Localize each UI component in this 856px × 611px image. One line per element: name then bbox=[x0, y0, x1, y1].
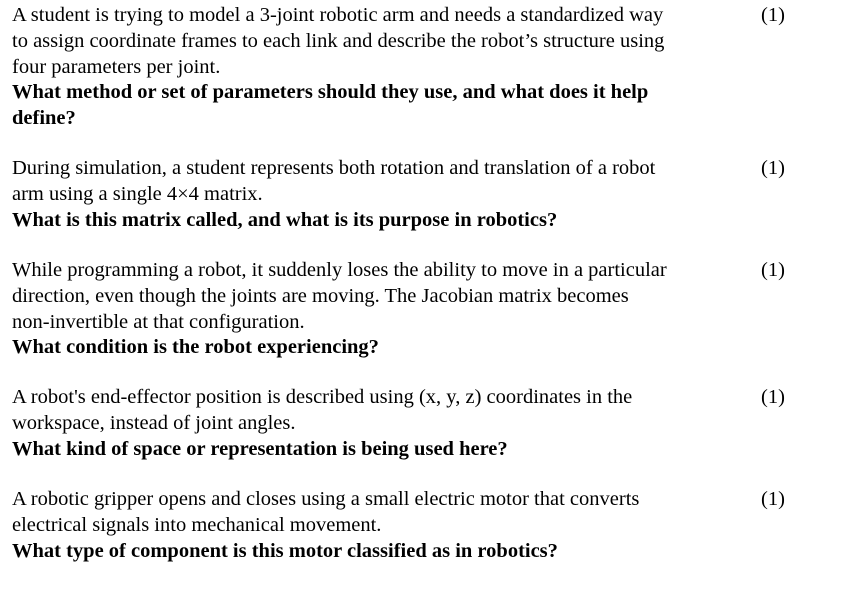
question-4-marks: (1) bbox=[761, 386, 785, 408]
question-5-line-1: A robotic gripper opens and closes using a small electric motor that converts bbox=[12, 488, 640, 510]
question-3 bbox=[12, 258, 785, 361]
question-4-prompt-line-1: What kind of space or representation is being used here? bbox=[12, 437, 508, 460]
question-5-marks: (1) bbox=[761, 488, 785, 510]
question-5-body bbox=[12, 487, 747, 564]
question-2 bbox=[12, 156, 785, 233]
question-5-prompt-line-1: What type of component is this motor classified as in robotics? bbox=[12, 539, 558, 562]
question-3-line-1: While programming a robot, it suddenly loses the ability to move in a particular bbox=[12, 259, 667, 281]
question-2-line-2: arm using a single 4×4 matrix. bbox=[12, 182, 263, 205]
question-3-marks: (1) bbox=[761, 259, 785, 281]
question-5 bbox=[12, 487, 785, 564]
question-2-body bbox=[12, 156, 747, 233]
question-1-line-1: A student is trying to model a 3-joint robotic arm and needs a standardized way bbox=[12, 4, 664, 26]
question-2-marks: (1) bbox=[761, 157, 785, 179]
question-1-marks: (1) bbox=[761, 4, 785, 26]
question-1-prompt-line-2: define? bbox=[12, 107, 76, 130]
question-3-prompt-line-1: What condition is the robot experiencing? bbox=[12, 336, 379, 359]
question-5-line-2: electrical signals into mechanical movement. bbox=[12, 513, 382, 536]
question-1 bbox=[12, 3, 785, 132]
question-4-body bbox=[12, 385, 747, 462]
question-4-line-1: A robot's end-effector position is described using (x, y, z) coordinates in the bbox=[12, 386, 633, 408]
question-1-prompt-line-1: What method or set of parameters should they use, and what does it help bbox=[12, 81, 649, 104]
question-4 bbox=[12, 385, 785, 462]
question-3-body bbox=[12, 258, 747, 361]
question-4-line-2: workspace, instead of joint angles. bbox=[12, 411, 296, 434]
question-1-body bbox=[12, 3, 747, 132]
question-3-line-3: non-invertible at that configuration. bbox=[12, 310, 305, 333]
question-1-line-3: four parameters per joint. bbox=[12, 55, 221, 78]
question-2-prompt-line-1: What is this matrix called, and what is its purpose in robotics? bbox=[12, 208, 558, 231]
question-2-line-1: During simulation, a student represents both rotation and translation of a robot bbox=[12, 157, 656, 179]
question-3-line-2: direction, even though the joints are moving. The Jacobian matrix becomes bbox=[12, 284, 629, 307]
question-1-line-2: to assign coordinate frames to each link and describe the robot’s structure using bbox=[12, 29, 665, 52]
